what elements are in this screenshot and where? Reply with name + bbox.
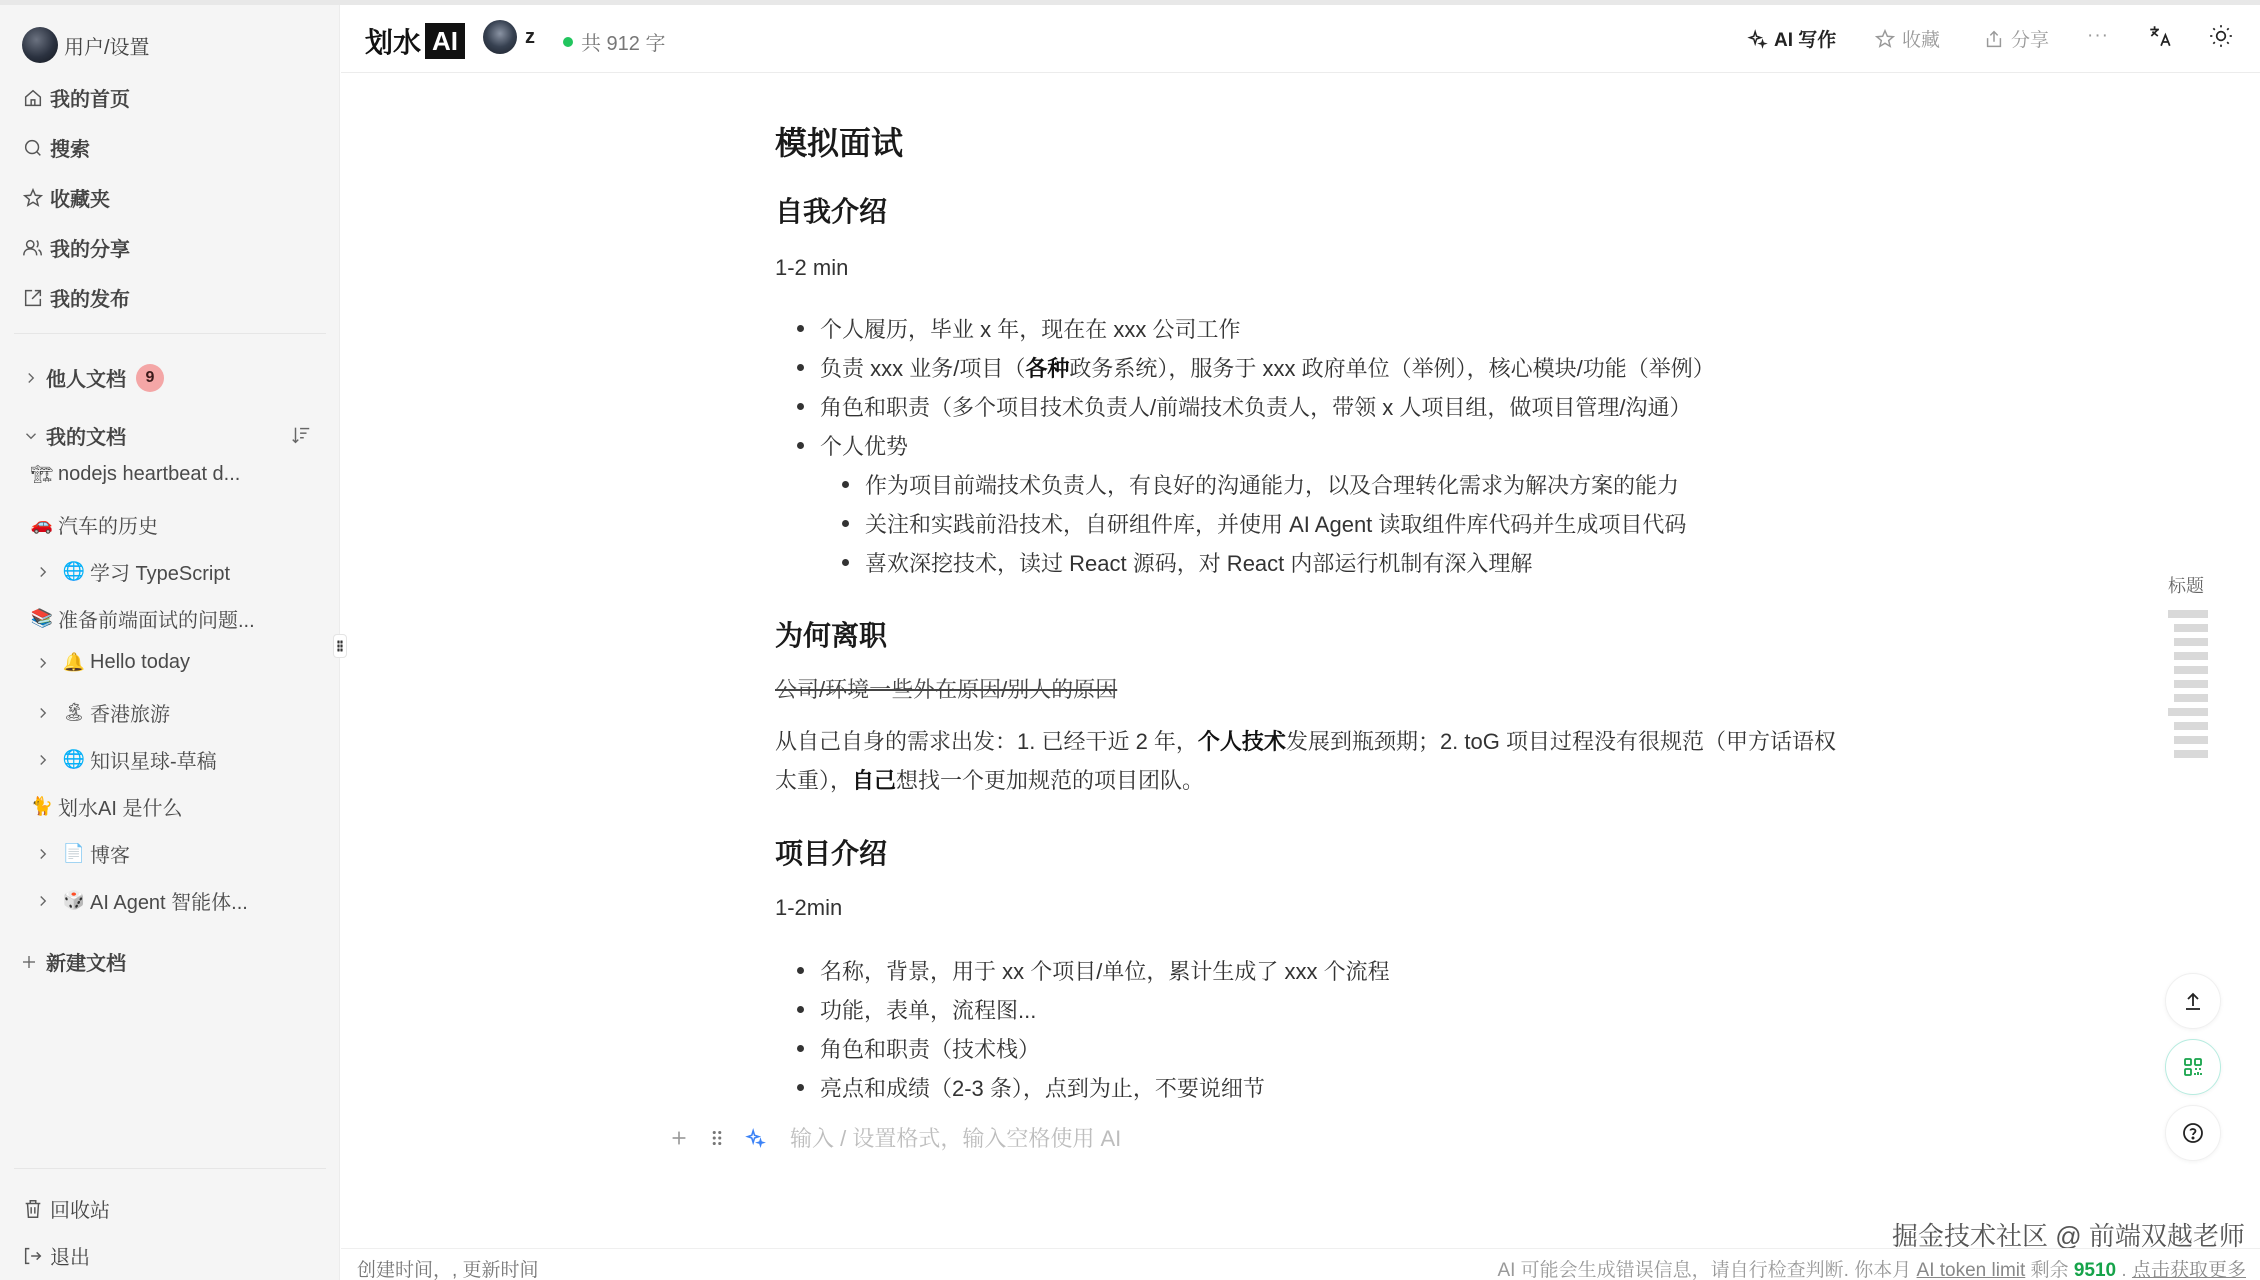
doc-item[interactable] bbox=[34, 839, 130, 868]
user-settings-label: 用户/设置 bbox=[64, 36, 150, 59]
sidebar-item-label: 收藏夹 bbox=[50, 189, 110, 211]
sidebar-item-favorites[interactable] bbox=[22, 183, 110, 212]
leave-paragraph[interactable] bbox=[775, 722, 1845, 800]
avatar bbox=[483, 20, 517, 54]
text-span: 负责 xxx 业务/项目（ bbox=[820, 356, 1026, 381]
brand-text: 划水 bbox=[365, 27, 422, 58]
toc-entry[interactable] bbox=[2174, 680, 2208, 688]
doc-title: 博客 bbox=[90, 845, 130, 867]
sub-list-item[interactable]: 喜欢深挖技术，读过 React 源码，对 React 内部运行机制有深入理解 bbox=[865, 547, 1532, 578]
collaborator-name: z bbox=[525, 25, 535, 48]
sort-icon[interactable] bbox=[290, 424, 312, 446]
bold-text: 个人技术 bbox=[1197, 729, 1286, 754]
upload-share-icon bbox=[1983, 28, 2005, 50]
doc-title: AI Agent 智能体... bbox=[90, 892, 248, 914]
home-icon bbox=[22, 87, 44, 109]
heading-project[interactable]: 项目介绍 bbox=[775, 838, 888, 869]
toc-entry[interactable] bbox=[2174, 624, 2208, 632]
watermark: 掘金技术社区 @ 前端双越老师 bbox=[1892, 1221, 2245, 1251]
list-item[interactable]: 个人履历，毕业 x 年，现在在 xxx 公司工作 bbox=[820, 313, 1240, 344]
ai-write-label: AI 写作 bbox=[1774, 30, 1837, 51]
star-icon bbox=[22, 187, 44, 209]
search-icon bbox=[22, 137, 44, 159]
more-button[interactable] bbox=[2087, 25, 2109, 47]
sparkle-icon bbox=[1746, 28, 1768, 50]
sidebar-resize-handle[interactable] bbox=[333, 634, 347, 658]
bold-text: 各种 bbox=[1025, 356, 1070, 381]
sidebar bbox=[0, 5, 340, 1280]
user-settings-button[interactable] bbox=[22, 27, 150, 63]
sidebar-item-my-publish[interactable] bbox=[22, 283, 130, 312]
others-docs-section[interactable] bbox=[22, 363, 164, 392]
toc-entry[interactable] bbox=[2174, 750, 2208, 758]
users-icon bbox=[22, 237, 44, 259]
my-docs-section[interactable] bbox=[22, 421, 126, 450]
doc-emoji-icon: 🌐 bbox=[62, 561, 86, 581]
project-duration[interactable]: 1-2min bbox=[775, 895, 843, 920]
bold-text: 自己 bbox=[852, 768, 897, 793]
doc-title: 汽车的历史 bbox=[58, 516, 158, 538]
text-span: 政务系统），服务于 xxx 政府单位（举例），核心模块/功能（举例） bbox=[1069, 356, 1715, 381]
footer bbox=[341, 1248, 2260, 1280]
remaining-count: 9510 bbox=[2073, 1260, 2117, 1280]
sidebar-item-label: 我的分享 bbox=[50, 239, 130, 261]
doc-title: nodejs heartbeat d... bbox=[58, 463, 241, 485]
favorite-button[interactable] bbox=[1874, 25, 1940, 52]
ai-notice: AI 可能会生成错误信息，请自行检查判断. 你本月 AI token limit 剩余 9510 . 点击获取更多 bbox=[1497, 1260, 2246, 1280]
section-label: 我的文档 bbox=[46, 427, 126, 449]
list-item[interactable]: 角色和职责（技术栈） bbox=[820, 1033, 1040, 1064]
sidebar-item-my-shares[interactable] bbox=[22, 233, 130, 262]
chevron-right-icon[interactable] bbox=[34, 654, 52, 672]
new-doc-button[interactable] bbox=[20, 947, 126, 976]
timestamps: 创建时间，, 更新时间 bbox=[357, 1260, 539, 1280]
doc-title: 知识星球-草稿 bbox=[90, 751, 217, 773]
heading-intro[interactable]: 自我介绍 bbox=[775, 196, 888, 227]
share-button[interactable] bbox=[1983, 25, 2049, 52]
translate-button[interactable] bbox=[2147, 23, 2173, 49]
remaining-label: 剩余 bbox=[2025, 1260, 2074, 1280]
doc-emoji-icon: 🐈 bbox=[30, 796, 54, 816]
sub-list-item[interactable]: 关注和实践前沿技术，自研组件库，并使用 AI Agent 读取组件库代码并生成项目代码 bbox=[865, 508, 1686, 539]
doc-item[interactable] bbox=[34, 745, 217, 774]
doc-title: 准备前端面试的问题... bbox=[58, 610, 255, 632]
share-label: 分享 bbox=[2011, 30, 2050, 51]
ai-write-button[interactable] bbox=[1746, 25, 1836, 52]
doc-title[interactable]: 模拟面试 bbox=[775, 125, 904, 161]
list-item[interactable]: 个人优势 bbox=[820, 430, 908, 461]
scroll-to-top-button[interactable] bbox=[2165, 973, 2221, 1029]
sidebar-item-search[interactable] bbox=[22, 133, 90, 162]
table-of-contents bbox=[2168, 572, 2212, 764]
toc-entry[interactable] bbox=[2168, 610, 2208, 618]
doc-title: 划水AI 是什么 bbox=[58, 798, 183, 820]
sub-list-item[interactable]: 作为项目前端技术负责人，有良好的沟通能力，以及合理转化需求为解决方案的能力 bbox=[865, 469, 1679, 500]
doc-emoji-icon: 🏝 bbox=[62, 702, 86, 722]
chevron-right-icon[interactable] bbox=[34, 845, 52, 863]
doc-item[interactable] bbox=[34, 557, 230, 586]
doc-title: Hello today bbox=[90, 651, 191, 673]
toc-label: 标题 bbox=[2168, 576, 2204, 596]
drag-handle-icon[interactable] bbox=[706, 1127, 728, 1149]
doc-emoji-icon: 🚗 bbox=[30, 514, 54, 534]
sidebar-item-label: 回收站 bbox=[50, 1200, 110, 1222]
heading-leave[interactable]: 为何离职 bbox=[775, 620, 888, 651]
brand-logo[interactable] bbox=[365, 21, 465, 61]
token-limit-link[interactable]: AI token limit bbox=[1916, 1260, 2026, 1280]
top-header bbox=[341, 5, 2260, 73]
plus-icon bbox=[20, 953, 38, 971]
arrow-up-icon bbox=[2181, 989, 2205, 1013]
toc-entry[interactable] bbox=[2174, 694, 2208, 702]
toc-entry[interactable] bbox=[2174, 722, 2208, 730]
doc-item[interactable] bbox=[30, 510, 158, 539]
struck-paragraph[interactable]: 公司/环境一些外在原因/别人的原因 bbox=[775, 677, 1118, 702]
chevron-right-icon[interactable] bbox=[34, 751, 52, 769]
list-item[interactable]: 名称，背景，用于 xx 个项目/单位，累计生成了 xxx 个流程 bbox=[820, 955, 1390, 986]
text-span: 发展到瓶颈期；2. toG 项目过程没有很规范（甲方话语权太重）， bbox=[775, 729, 1836, 793]
sidebar-divider bbox=[14, 1168, 326, 1169]
word-count-label: 共 912 字 bbox=[581, 33, 666, 55]
qr-code-button[interactable] bbox=[2165, 1039, 2221, 1095]
logout-icon bbox=[22, 1245, 44, 1267]
collaborators[interactable] bbox=[483, 20, 535, 54]
ai-notice-text: AI 可能会生成错误信息，请自行检查判断. 你本月 bbox=[1497, 1260, 1917, 1280]
toc-entry[interactable] bbox=[2174, 736, 2208, 744]
list-item[interactable] bbox=[820, 352, 1715, 383]
chevron-right-icon[interactable] bbox=[34, 892, 52, 910]
toc-entry[interactable] bbox=[2174, 652, 2208, 660]
doc-emoji-icon: 📚 bbox=[30, 608, 54, 628]
list-item[interactable]: 功能，表单，流程图... bbox=[820, 994, 1036, 1025]
theme-toggle-button[interactable] bbox=[2208, 23, 2234, 49]
doc-item[interactable] bbox=[30, 463, 240, 486]
sidebar-item-label: 我的发布 bbox=[50, 289, 130, 311]
avatar bbox=[22, 27, 58, 63]
sun-icon bbox=[2208, 23, 2234, 49]
more-icon: ··· bbox=[2087, 25, 2109, 46]
online-status-dot bbox=[563, 37, 573, 47]
list-item[interactable]: 亮点和成绩（2-3 条），点到为止，不要说细节 bbox=[820, 1072, 1265, 1103]
plus-icon[interactable] bbox=[668, 1127, 690, 1149]
sidebar-item-label: 我的首页 bbox=[50, 89, 130, 111]
chevron-right-icon[interactable] bbox=[34, 563, 52, 581]
doc-item[interactable] bbox=[30, 792, 182, 821]
text-span: 想找一个更加规范的项目团队。 bbox=[896, 768, 1205, 793]
sidebar-item-logout[interactable] bbox=[22, 1241, 90, 1270]
get-more-link[interactable]: 点击获取更多 bbox=[2131, 1260, 2246, 1280]
grip-icon bbox=[337, 640, 343, 652]
external-link-icon bbox=[22, 287, 44, 309]
favorite-label: 收藏 bbox=[1902, 30, 1941, 51]
sidebar-item-label: 搜索 bbox=[50, 139, 90, 161]
doc-title: 香港旅游 bbox=[90, 704, 170, 726]
qr-code-icon bbox=[2181, 1055, 2205, 1079]
doc-emoji-icon: 🔔 bbox=[62, 652, 86, 672]
list-item[interactable]: 角色和职责（多个项目技术负责人/前端技术负责人，带领 x 人项目组，做项目管理/沟通） bbox=[820, 391, 1691, 422]
help-icon bbox=[2181, 1121, 2205, 1145]
text-span: 从自己自身的需求出发：1. 已经干近 2 年， bbox=[775, 729, 1198, 754]
unread-badge: 9 bbox=[136, 364, 164, 392]
chevron-right-icon bbox=[22, 369, 40, 387]
ai-sparkle-icon[interactable] bbox=[744, 1127, 766, 1149]
doc-title: 学习 TypeScript bbox=[90, 563, 231, 585]
intro-duration[interactable]: 1-2 min bbox=[775, 255, 849, 280]
doc-item[interactable] bbox=[30, 604, 255, 633]
doc-emoji-icon: 📄 bbox=[62, 843, 86, 863]
section-label: 他人文档 bbox=[46, 369, 126, 391]
doc-item[interactable] bbox=[34, 651, 190, 674]
toc-entry[interactable] bbox=[2174, 638, 2208, 646]
sidebar-item-home[interactable] bbox=[22, 83, 130, 112]
block-input-row bbox=[668, 1122, 1121, 1153]
brand-ai-badge: AI bbox=[425, 23, 465, 59]
new-doc-label: 新建文档 bbox=[46, 953, 126, 975]
translate-icon bbox=[2147, 23, 2173, 49]
star-icon bbox=[1874, 28, 1896, 50]
doc-emoji-icon: 🎲 bbox=[62, 890, 86, 910]
doc-emoji-icon: 🌐 bbox=[62, 749, 86, 769]
toc-entry[interactable] bbox=[2168, 708, 2208, 716]
doc-item[interactable] bbox=[34, 698, 170, 727]
word-count bbox=[563, 27, 665, 56]
chevron-down-icon bbox=[22, 427, 40, 445]
chevron-right-icon[interactable] bbox=[34, 704, 52, 722]
doc-emoji-icon: 🏗 bbox=[30, 464, 54, 484]
sidebar-divider bbox=[14, 333, 326, 334]
trash-icon bbox=[22, 1198, 44, 1220]
sidebar-item-trash[interactable] bbox=[22, 1194, 110, 1223]
sidebar-item-label: 退出 bbox=[50, 1247, 90, 1269]
help-button[interactable] bbox=[2165, 1105, 2221, 1161]
toc-entry[interactable] bbox=[2174, 666, 2208, 674]
block-input[interactable]: 输入 / 设置格式，输入空格使用 AI bbox=[790, 1126, 1122, 1151]
doc-item[interactable] bbox=[34, 886, 248, 915]
